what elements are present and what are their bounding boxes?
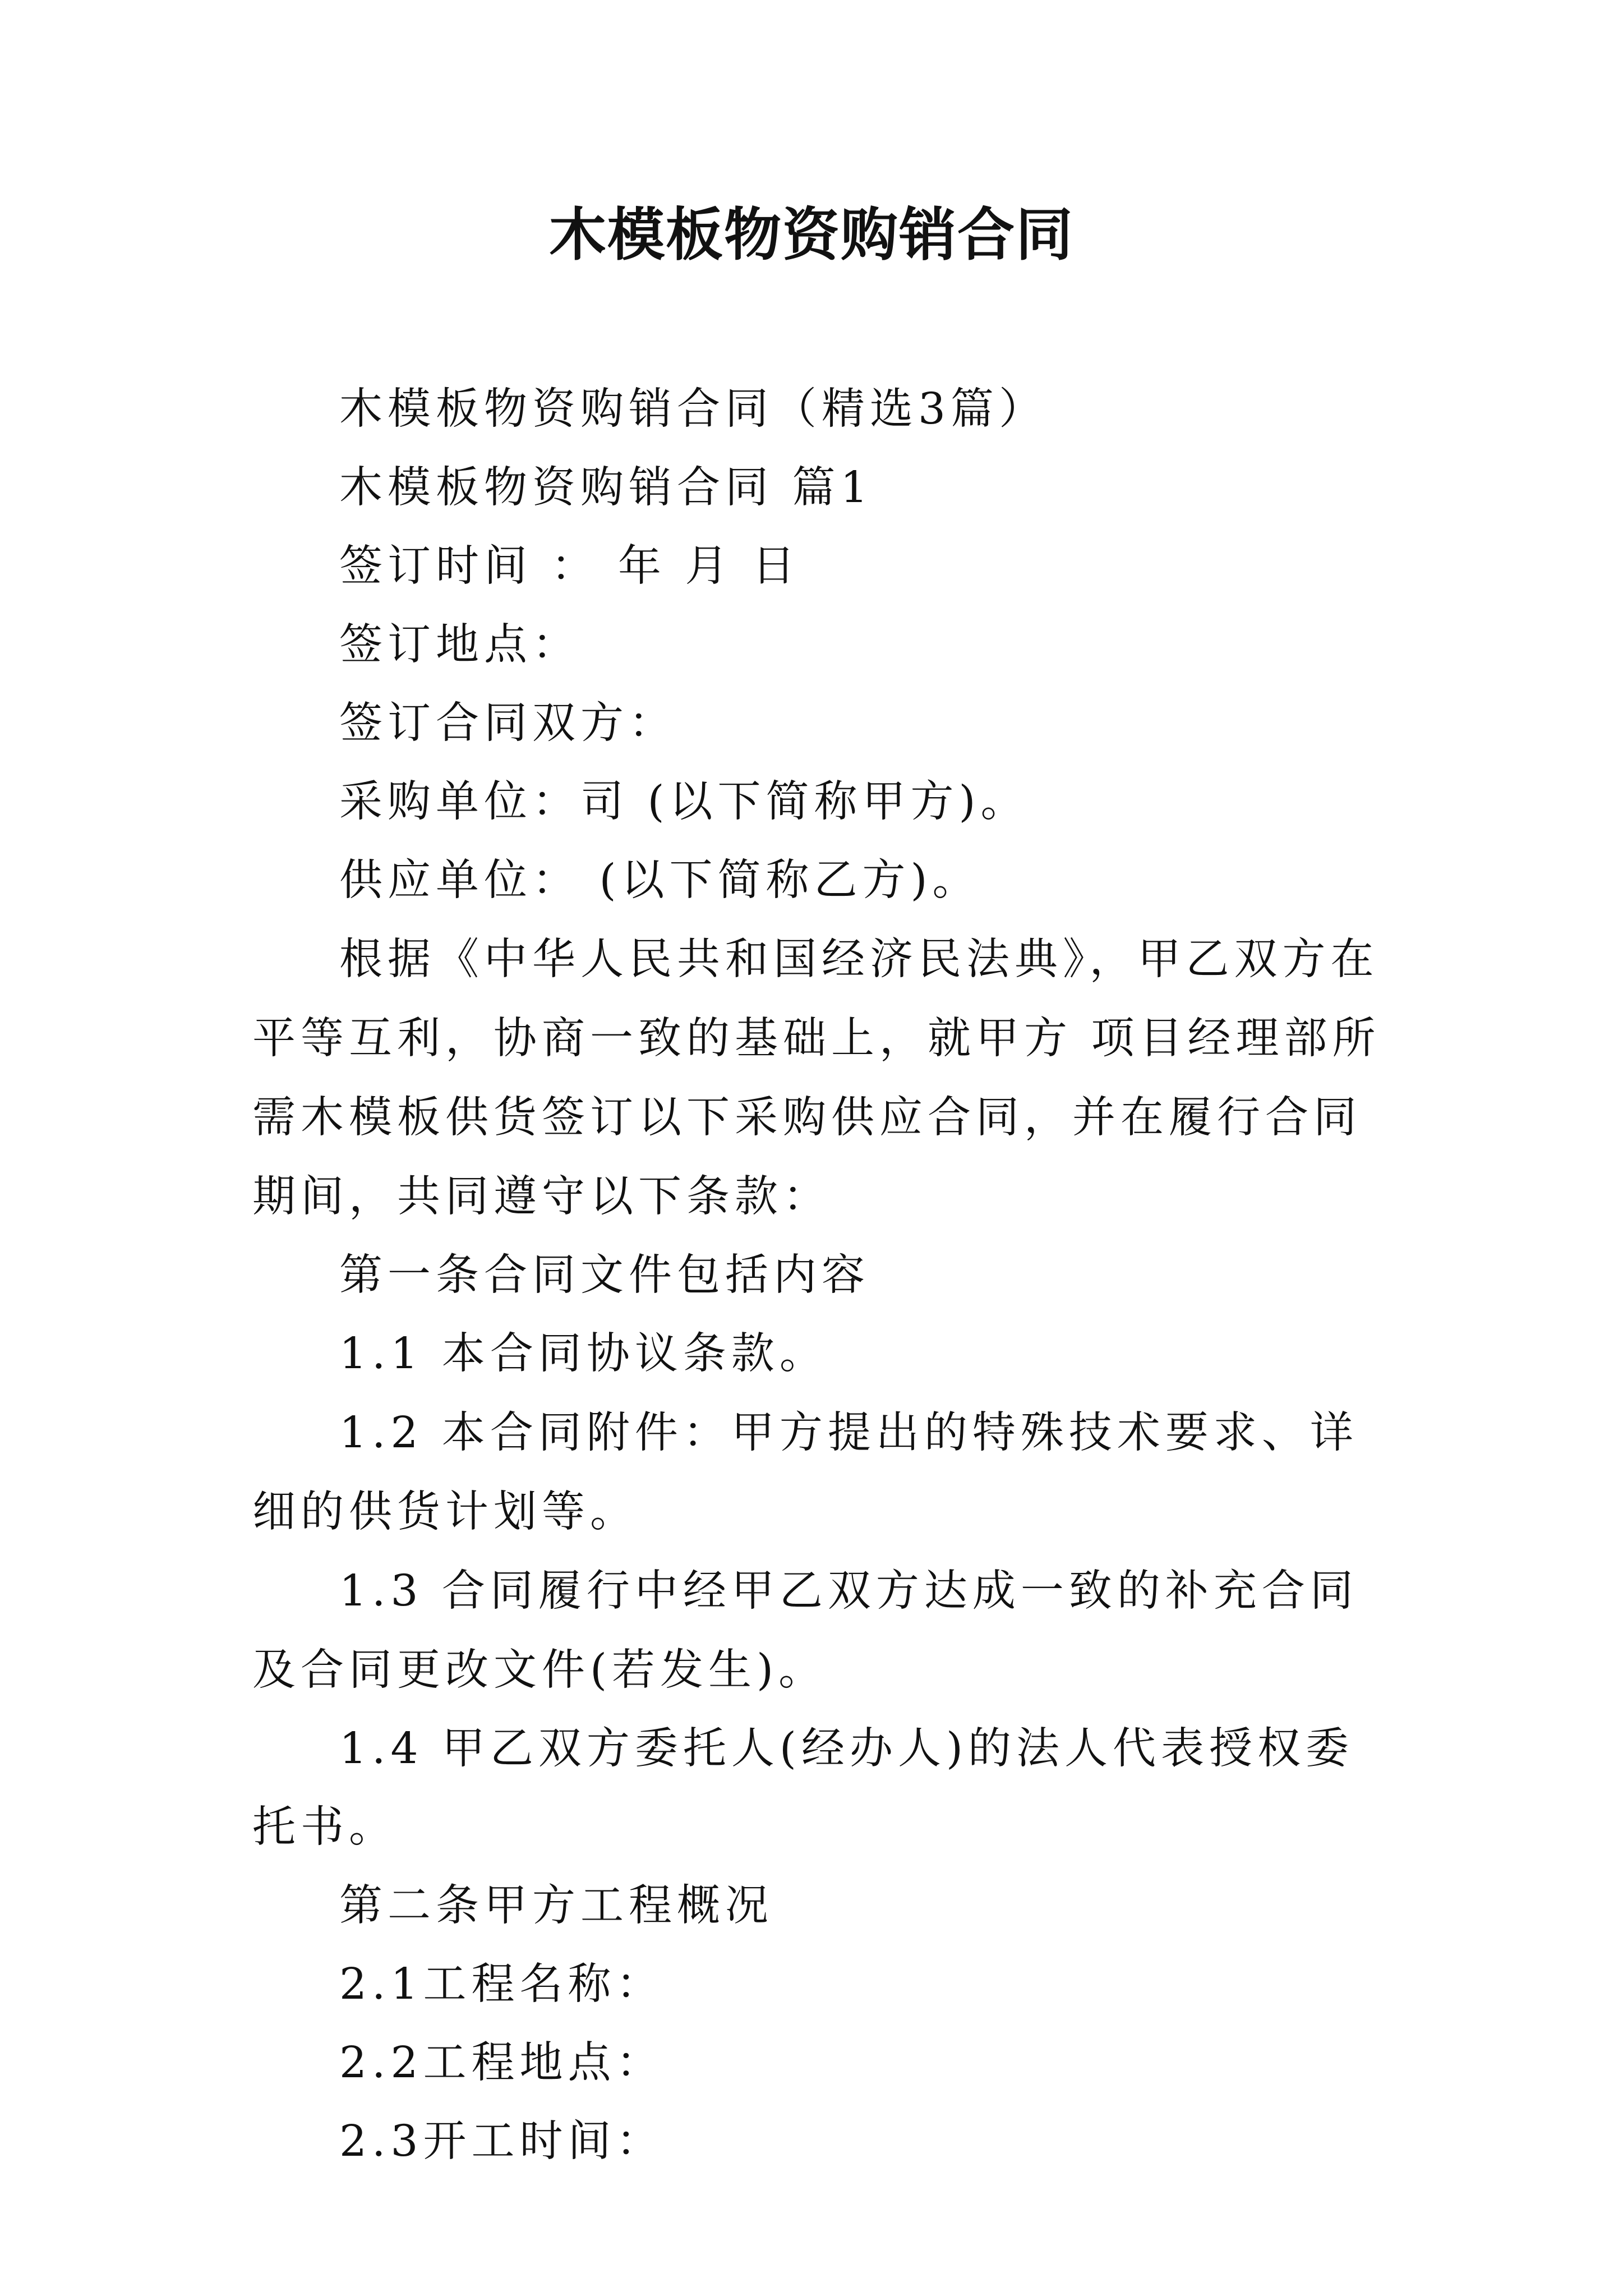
paragraph-signing-time: 签订时间 ： 年 月 日	[339, 541, 800, 591]
paragraph-clause-2-3: 2.3开工时间：	[339, 2116, 665, 2166]
paragraph-contract-parties: 签订合同双方：	[339, 698, 677, 748]
paragraph-article-2: 第二条甲方工程概况	[339, 1881, 773, 1931]
paragraph-basis: 根据《中华人民共和国经济民法典》，甲乙双方在平等互利，协商一致的基础上，就甲方 项目经理部所需木模板供货签订以下采购供应合同，并在履行合同期间，共同遵守以下条款：	[252, 935, 1381, 1222]
paragraph-supplier: 供应单位： (以下简称乙方)。	[339, 855, 981, 905]
paragraph-clause-1-1: 1.1 本合同协议条款。	[339, 1329, 828, 1379]
paragraph-signing-place: 签订地点：	[339, 620, 580, 670]
paragraph-clause-1-4: 1.4 甲乙双方委托人(经办人)的法人代表授权委托书。	[252, 1724, 1354, 1852]
paragraph-clause-2-1: 2.1工程名称：	[339, 1959, 665, 2009]
paragraph-purchaser: 采购单位：司 (以下简称甲方)。	[339, 777, 1029, 827]
document-body	[252, 370, 1385, 2181]
paragraph-clause-1-3: 1.3 合同履行中经甲乙双方达成一致的补充合同及合同更改文件(若发生)。	[252, 1566, 1358, 1695]
document-title: 木模板物资购销合同	[549, 202, 1074, 269]
paragraph-clause-1-2: 1.2 本合同附件：甲方提出的特殊技术要求、详细的供货计划等。	[252, 1408, 1358, 1537]
paragraph-clause-2-2: 2.2工程地点：	[339, 2038, 665, 2088]
paragraph-subtitle: 木模板物资购销合同（精选3篇）	[339, 384, 1047, 434]
paragraph-section-heading: 木模板物资购销合同 篇1	[339, 463, 873, 513]
paragraph-article-1: 第一条合同文件包括内容	[339, 1250, 870, 1300]
